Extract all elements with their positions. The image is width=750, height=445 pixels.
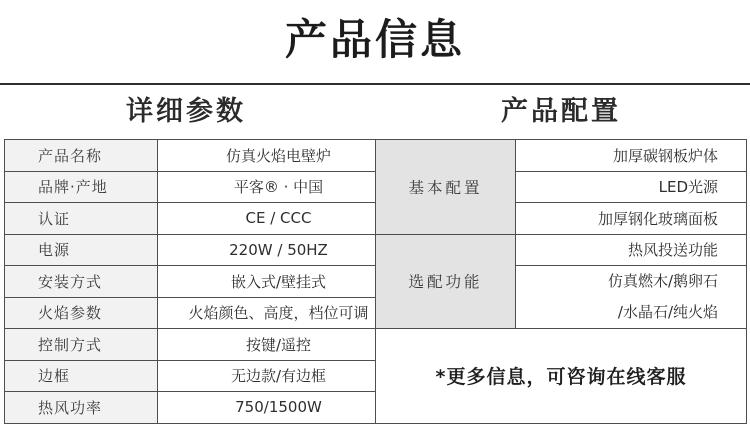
spec-value-power-supply: 220W / 50HZ <box>158 234 376 266</box>
spec-label-product-name: 产品名称 <box>5 140 158 172</box>
section-header-config: 产品配置 <box>501 96 621 127</box>
table-row <box>5 234 747 266</box>
product-info-table <box>4 139 747 424</box>
config-item-media-line1: 仿真燃木/鹅卵石 <box>607 272 718 290</box>
spec-value-brand-origin: 平客® · 中国 <box>158 171 376 203</box>
spec-label-frame: 边框 <box>5 360 158 392</box>
spec-value-heater-power: 750/1500W <box>158 392 376 424</box>
spec-label-brand-origin: 品牌·产地 <box>5 171 158 203</box>
more-info-note: *更多信息，可咨询在线客服 <box>376 329 747 424</box>
spec-label-power-supply: 电源 <box>5 234 158 266</box>
section-header-row <box>0 90 750 134</box>
spec-label-installation: 安装方式 <box>5 266 158 298</box>
section-header-specs: 详细参数 <box>126 96 246 127</box>
spec-label-control-mode: 控制方式 <box>5 329 158 361</box>
spec-value-frame: 无边款/有边框 <box>158 360 376 392</box>
config-item-furnace-body: 加厚碳钢板炉体 <box>516 140 747 172</box>
config-group-label-optional: 选配功能 <box>376 234 516 329</box>
table-row <box>5 140 747 172</box>
config-item-glass-panel: 加厚钢化玻璃面板 <box>516 203 747 235</box>
spec-value-control-mode: 按键/遥控 <box>158 329 376 361</box>
page-title: 产品信息 <box>284 15 465 64</box>
spec-label-certification: 认证 <box>5 203 158 235</box>
spec-value-product-name: 仿真火焰电壁炉 <box>158 140 376 172</box>
title-divider-rule <box>0 83 750 85</box>
config-item-media-options <box>516 266 747 329</box>
spec-value-certification: CE / CCC <box>158 203 376 235</box>
config-item-hot-air: 热风投送功能 <box>516 234 747 266</box>
spec-value-installation: 嵌入式/壁挂式 <box>158 266 376 298</box>
config-group-label-basic: 基本配置 <box>376 140 516 235</box>
spec-label-flame-params: 火焰参数 <box>5 297 158 329</box>
spec-value-flame-params: 火焰颜色、高度，档位可调 <box>158 297 376 329</box>
config-item-media-line2: /水晶石/纯火焰 <box>617 303 718 321</box>
table-row <box>5 329 747 361</box>
config-item-led: LED光源 <box>516 171 747 203</box>
spec-label-heater-power: 热风功率 <box>5 392 158 424</box>
